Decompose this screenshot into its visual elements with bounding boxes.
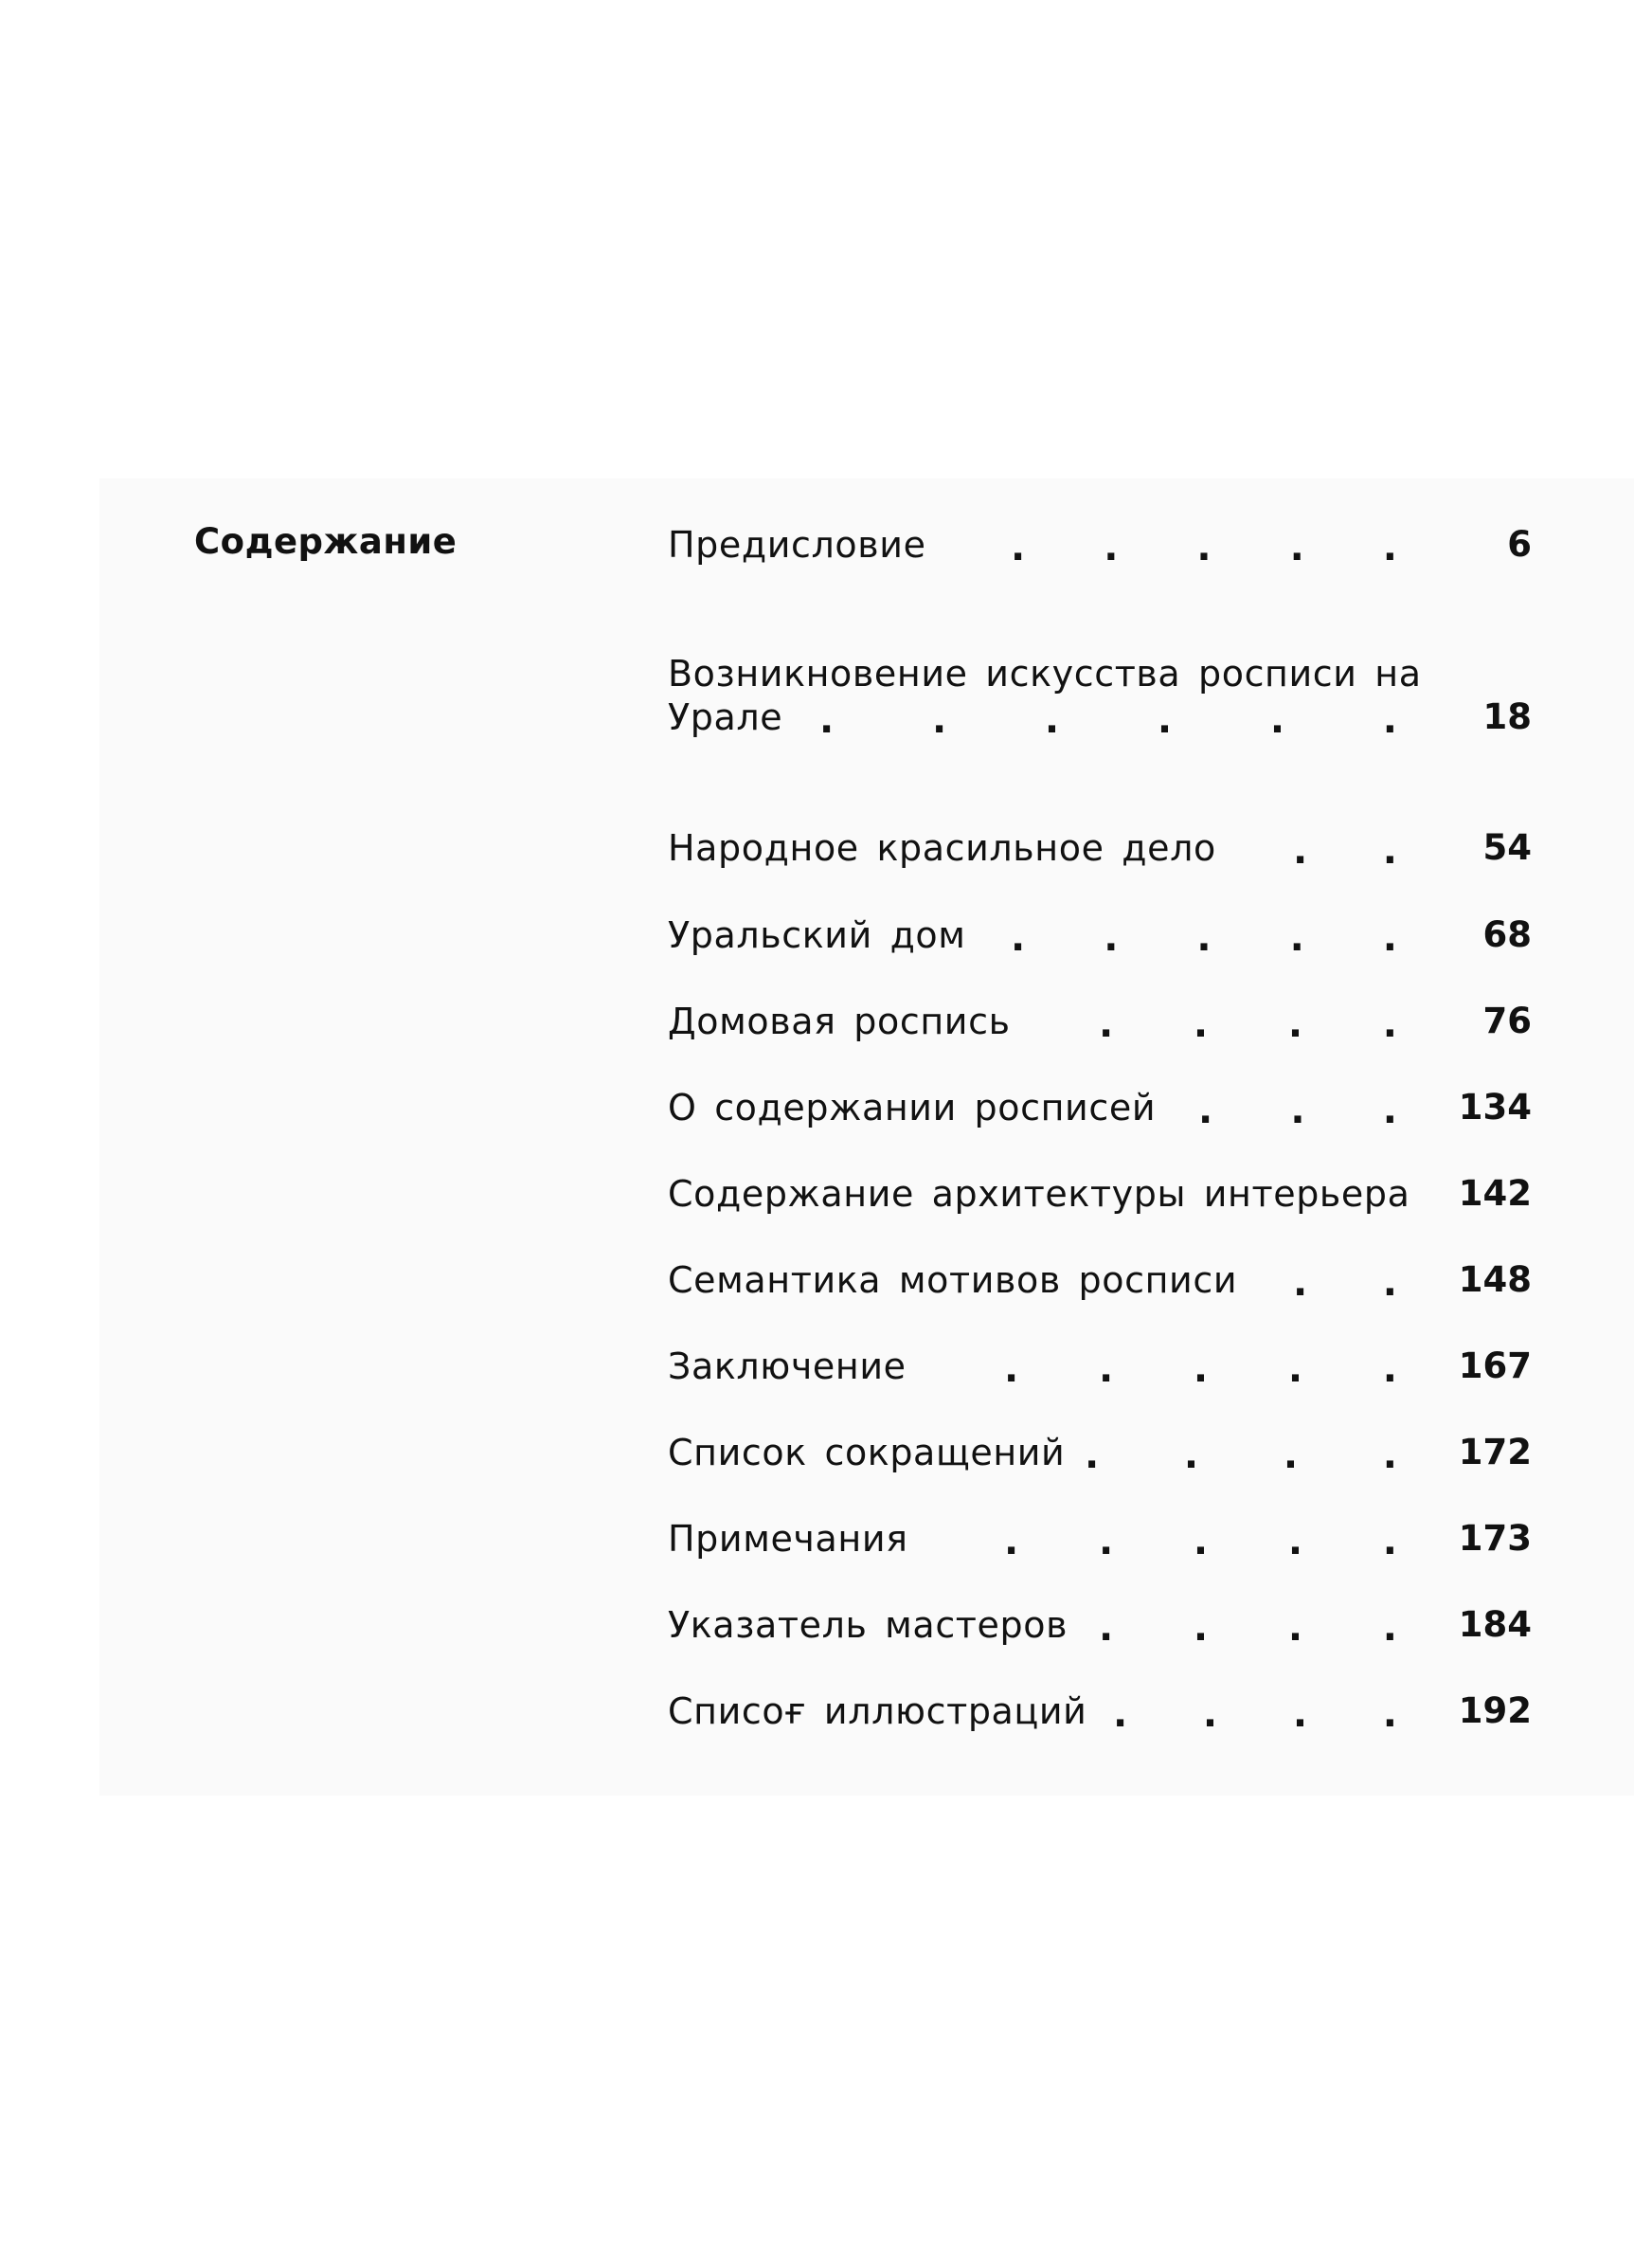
toc-entry-title: Домовая роспись [668, 1001, 1011, 1042]
toc-entry-page: 54 [1482, 827, 1532, 868]
toc-entry-title: Заключение [668, 1345, 907, 1387]
dot-leader: . . [1293, 829, 1397, 873]
toc-entry-title: Содержание архитектуры интерьера [668, 1173, 1410, 1215]
dot-leader: . . . . . . [819, 698, 1397, 742]
dot-leader: . . . [1198, 1089, 1397, 1132]
toc-entry-title: Возникновение искусства росписи на [668, 653, 1422, 695]
toc-entry-page: 6 [1507, 524, 1532, 565]
dot-leader: . . . . . [1011, 526, 1397, 569]
toc-entry-title: Списоғ иллюстраций [668, 1690, 1087, 1732]
toc-entry-page: 173 [1458, 1518, 1532, 1559]
toc-entry-page: 148 [1458, 1259, 1532, 1300]
toc-entry-page: 142 [1458, 1173, 1532, 1214]
dot-leader: . . . . . [1004, 1347, 1397, 1391]
toc-entry-title-line2: Урале [668, 696, 783, 738]
toc-entry-title: Примечания [668, 1518, 908, 1560]
toc-entry-page: 68 [1482, 914, 1532, 955]
toc-entry-title: Семантика мотивов росписи [668, 1259, 1238, 1301]
dot-leader: . . . . [1099, 1606, 1397, 1650]
dot-leader: . . . . [1113, 1692, 1397, 1736]
toc-entry-page: 134 [1458, 1087, 1532, 1128]
dot-leader: . . [1293, 1261, 1397, 1305]
toc-entry-page: 192 [1458, 1690, 1532, 1731]
toc-entry-page: 184 [1458, 1604, 1532, 1645]
toc-entry-title: Указатель мастеров [668, 1604, 1068, 1646]
dot-leader: . . . . [1099, 1002, 1397, 1046]
dot-leader: . . . . . [1011, 916, 1397, 960]
dot-leader: . . . . . [1004, 1520, 1397, 1563]
toc-entry-title: О содержании росписей [668, 1087, 1157, 1128]
toc-entry-page: 18 [1482, 696, 1532, 737]
toc-entry-title: Уральский дом [668, 914, 966, 956]
toc-entry-title: Список сокращений [668, 1432, 1066, 1473]
toc-entry-page: 172 [1458, 1432, 1532, 1472]
toc-entry-title: Народное красильное дело [668, 827, 1216, 869]
toc-entry-page: 167 [1458, 1345, 1532, 1386]
toc-entry-title: Предисловие [668, 524, 926, 566]
toc-entry-page: 76 [1482, 1001, 1532, 1041]
toc-heading: Содержание [194, 521, 458, 562]
dot-leader: . . . . [1085, 1434, 1397, 1477]
